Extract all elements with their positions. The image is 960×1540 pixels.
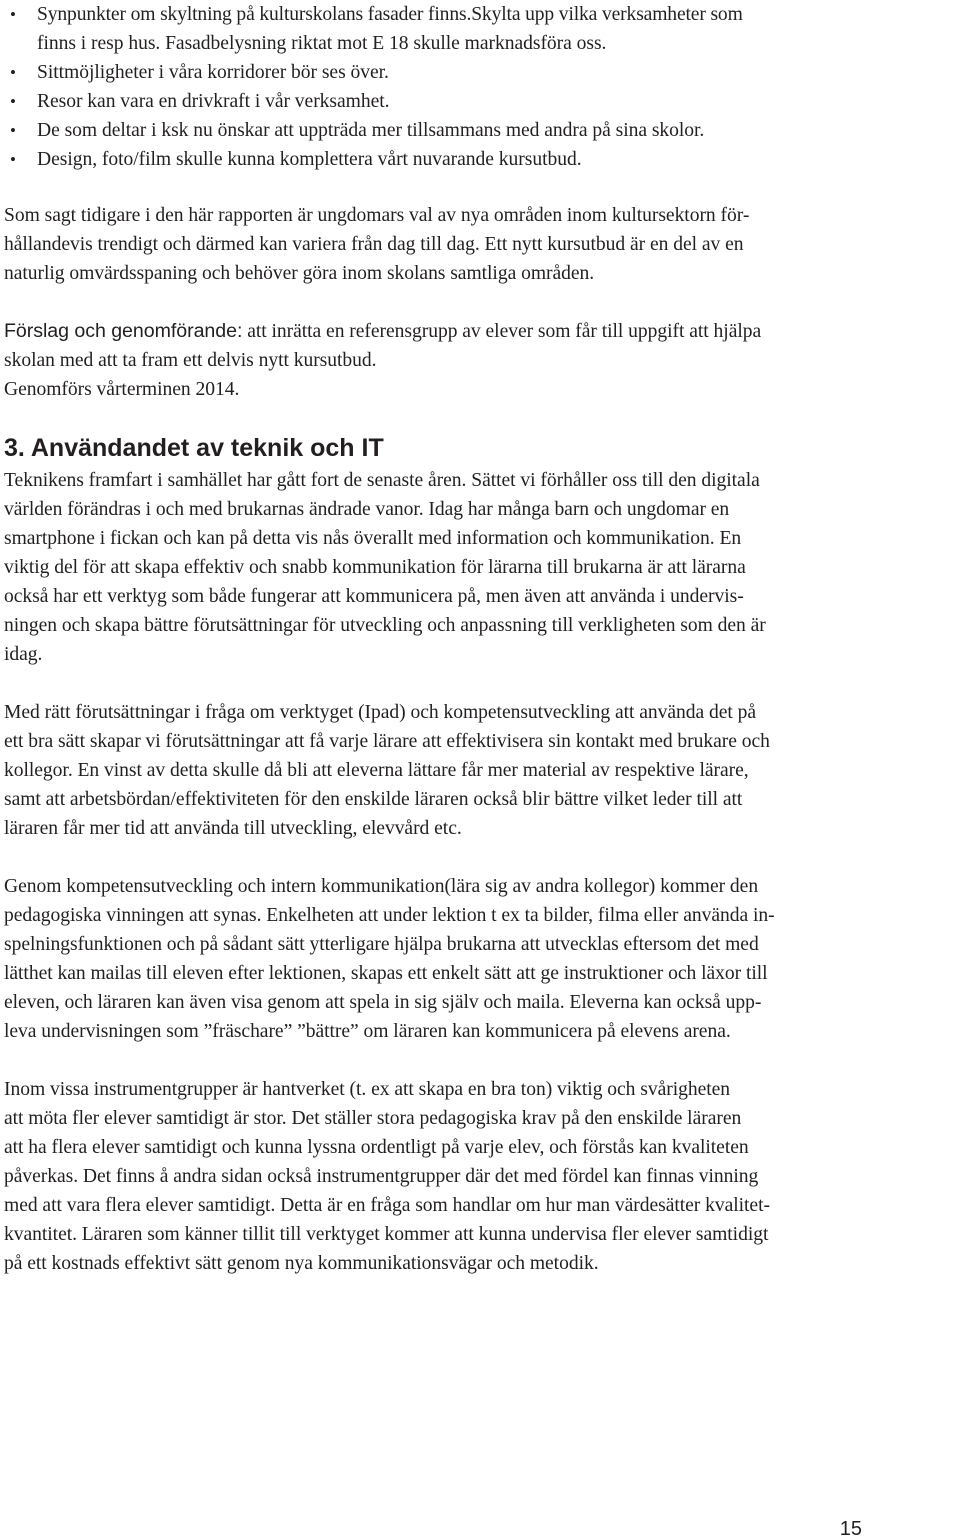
paragraph-line: Teknikens framfart i samhället har gått fort de senaste åren. Sättet vi förhåller oss till den digitala [4,470,760,491]
proposal-label: Förslag och genomförande: [4,320,243,342]
proposal-text: att inrätta en referensgrupp av elever som får till uppgift att hjälpa [242,321,762,342]
paragraph-line: idag. [4,644,43,665]
paragraph-line: ningen och skapa bättre förutsättningar för utveckling och anpassning till verkligheten som den är [4,615,766,636]
paragraph-line: hållandevis trendigt och därmed kan variera från dag till dag. Ett nytt kursutbud är en del av en [4,234,744,255]
page-number: 15 [839,1518,862,1540]
proposal-line-3: Genomförs vårterminen 2014. [4,379,240,400]
paragraph-line: världen förändras i och med brukarnas ändrade vanor. Idag har många barn och ungdomar en [4,499,730,520]
paragraph-line: läraren får mer tid att använda till utveckling, elevvård etc. [4,818,462,839]
paragraph-line: att ha flera elever samtidigt och kunna lyssna ordentligt på varje elev, och förstås kan kvaliteten [4,1137,749,1158]
paragraph-line: pedagogiska vinningen att synas. Enkelheten att under lektion t ex ta bilder, filma eller använda in- [4,905,775,926]
bullet-glyph: • [10,121,16,140]
bullet-glyph: • [10,63,16,82]
paragraph-line: att möta fler elever samtidigt är stor. Det ställer stora pedagogiska krav på den enskilde läraren [4,1108,742,1129]
paragraph-line: ett bra sätt skapar vi förutsättningar att få varje lärare att effektivisera sin kontakt med brukare och [4,731,770,752]
paragraph-line: kvantitet. Läraren som känner tillit till verktyget kommer att kunna undervisa fler elever samtidigt [4,1224,769,1245]
paragraph-line: Genom kompetensutveckling och intern kommunikation(lära sig av andra kollegor) kommer den [4,876,759,897]
paragraph-line: leva undervisningen som ”fräschare” ”bättre” om läraren kan kommunicera på elevens arena. [4,1021,731,1042]
paragraph-line: med att vara flera elever samtidigt. Detta är en fråga som handlar om hur man värdesätter kvalitet- [4,1195,770,1216]
bullet-glyph: • [10,92,16,111]
paragraph-line: lätthet kan mailas till eleven efter lektionen, skapas ett enkelt sätt att ge instruktioner och läxor till [4,963,768,984]
paragraph-line: Som sagt tidigare i den här rapporten är ungdomars val av nya områden inom kultursektorn för- [4,205,750,226]
bullet-item-3: Resor kan vara en drivkraft i vår verksamhet. [37,91,390,112]
bullet-item-1-line-1: Synpunkter om skyltning på kulturskolans fasader finns.Skylta upp vilka verksamheter som [37,4,743,25]
bullet-item-4: De som deltar i ksk nu önskar att uppträda mer tillsammans med andra på sina skolor. [37,120,705,141]
paragraph-line: också har ett verktyg som både fungerar att kommunicera på, men även att använda i undervis- [4,586,744,607]
paragraph-line: samt att arbetsbördan/effektiviteten för den enskilde läraren också blir bättre vilket leder till att [4,789,743,810]
paragraph-line: viktig del för att skapa effektiv och snabb kommunikation för lärarna till brukarna är att lärarna [4,557,746,578]
paragraph-line: Med rätt förutsättningar i fråga om verktyget (Ipad) och kompetensutveckling att använda det på [4,702,757,723]
proposal-line-1 [4,317,761,346]
paragraph-line: kollegor. En vinst av detta skulle då bli att eleverna lättare får mer material av respektive lärare, [4,760,749,781]
bullet-item-1-line-2: finns i resp hus. Fasadbelysning riktat mot E 18 skulle marknadsföra oss. [37,33,607,54]
paragraph-line: på ett kostnads effektivt sätt genom nya kommunikationsvägar och metodik. [4,1253,599,1274]
bullet-glyph: • [10,5,16,24]
paragraph-line: naturlig omvärdsspaning och behöver göra inom skolans samtliga områden. [4,263,595,284]
bullet-item-5: Design, foto/film skulle kunna komplettera vårt nuvarande kursutbud. [37,149,582,170]
section-heading: 3. Användandet av teknik och IT [4,434,384,462]
bullet-glyph: • [10,150,16,169]
proposal-line-2: skolan med att ta fram ett delvis nytt kursutbud. [4,350,377,371]
paragraph-line: påverkas. Det finns å andra sidan också instrumentgrupper där det med fördel kan finnas vinning [4,1166,759,1187]
paragraph-line: Inom vissa instrumentgrupper är hantverket (t. ex att skapa en bra ton) viktig och svårigheten [4,1079,731,1100]
paragraph-line: eleven, och läraren kan även visa genom att spela in sig själv och maila. Eleverna kan också upp- [4,992,762,1013]
paragraph-line: smartphone i fickan och kan på detta vis nås överallt med information och kommunikation. En [4,528,742,549]
bullet-item-2: Sittmöjligheter i våra korridorer bör ses över. [37,62,389,83]
paragraph-line: spelningsfunktionen och på sådant sätt ytterligare hjälpa brukarna att utvecklas eftersom det med [4,934,759,955]
